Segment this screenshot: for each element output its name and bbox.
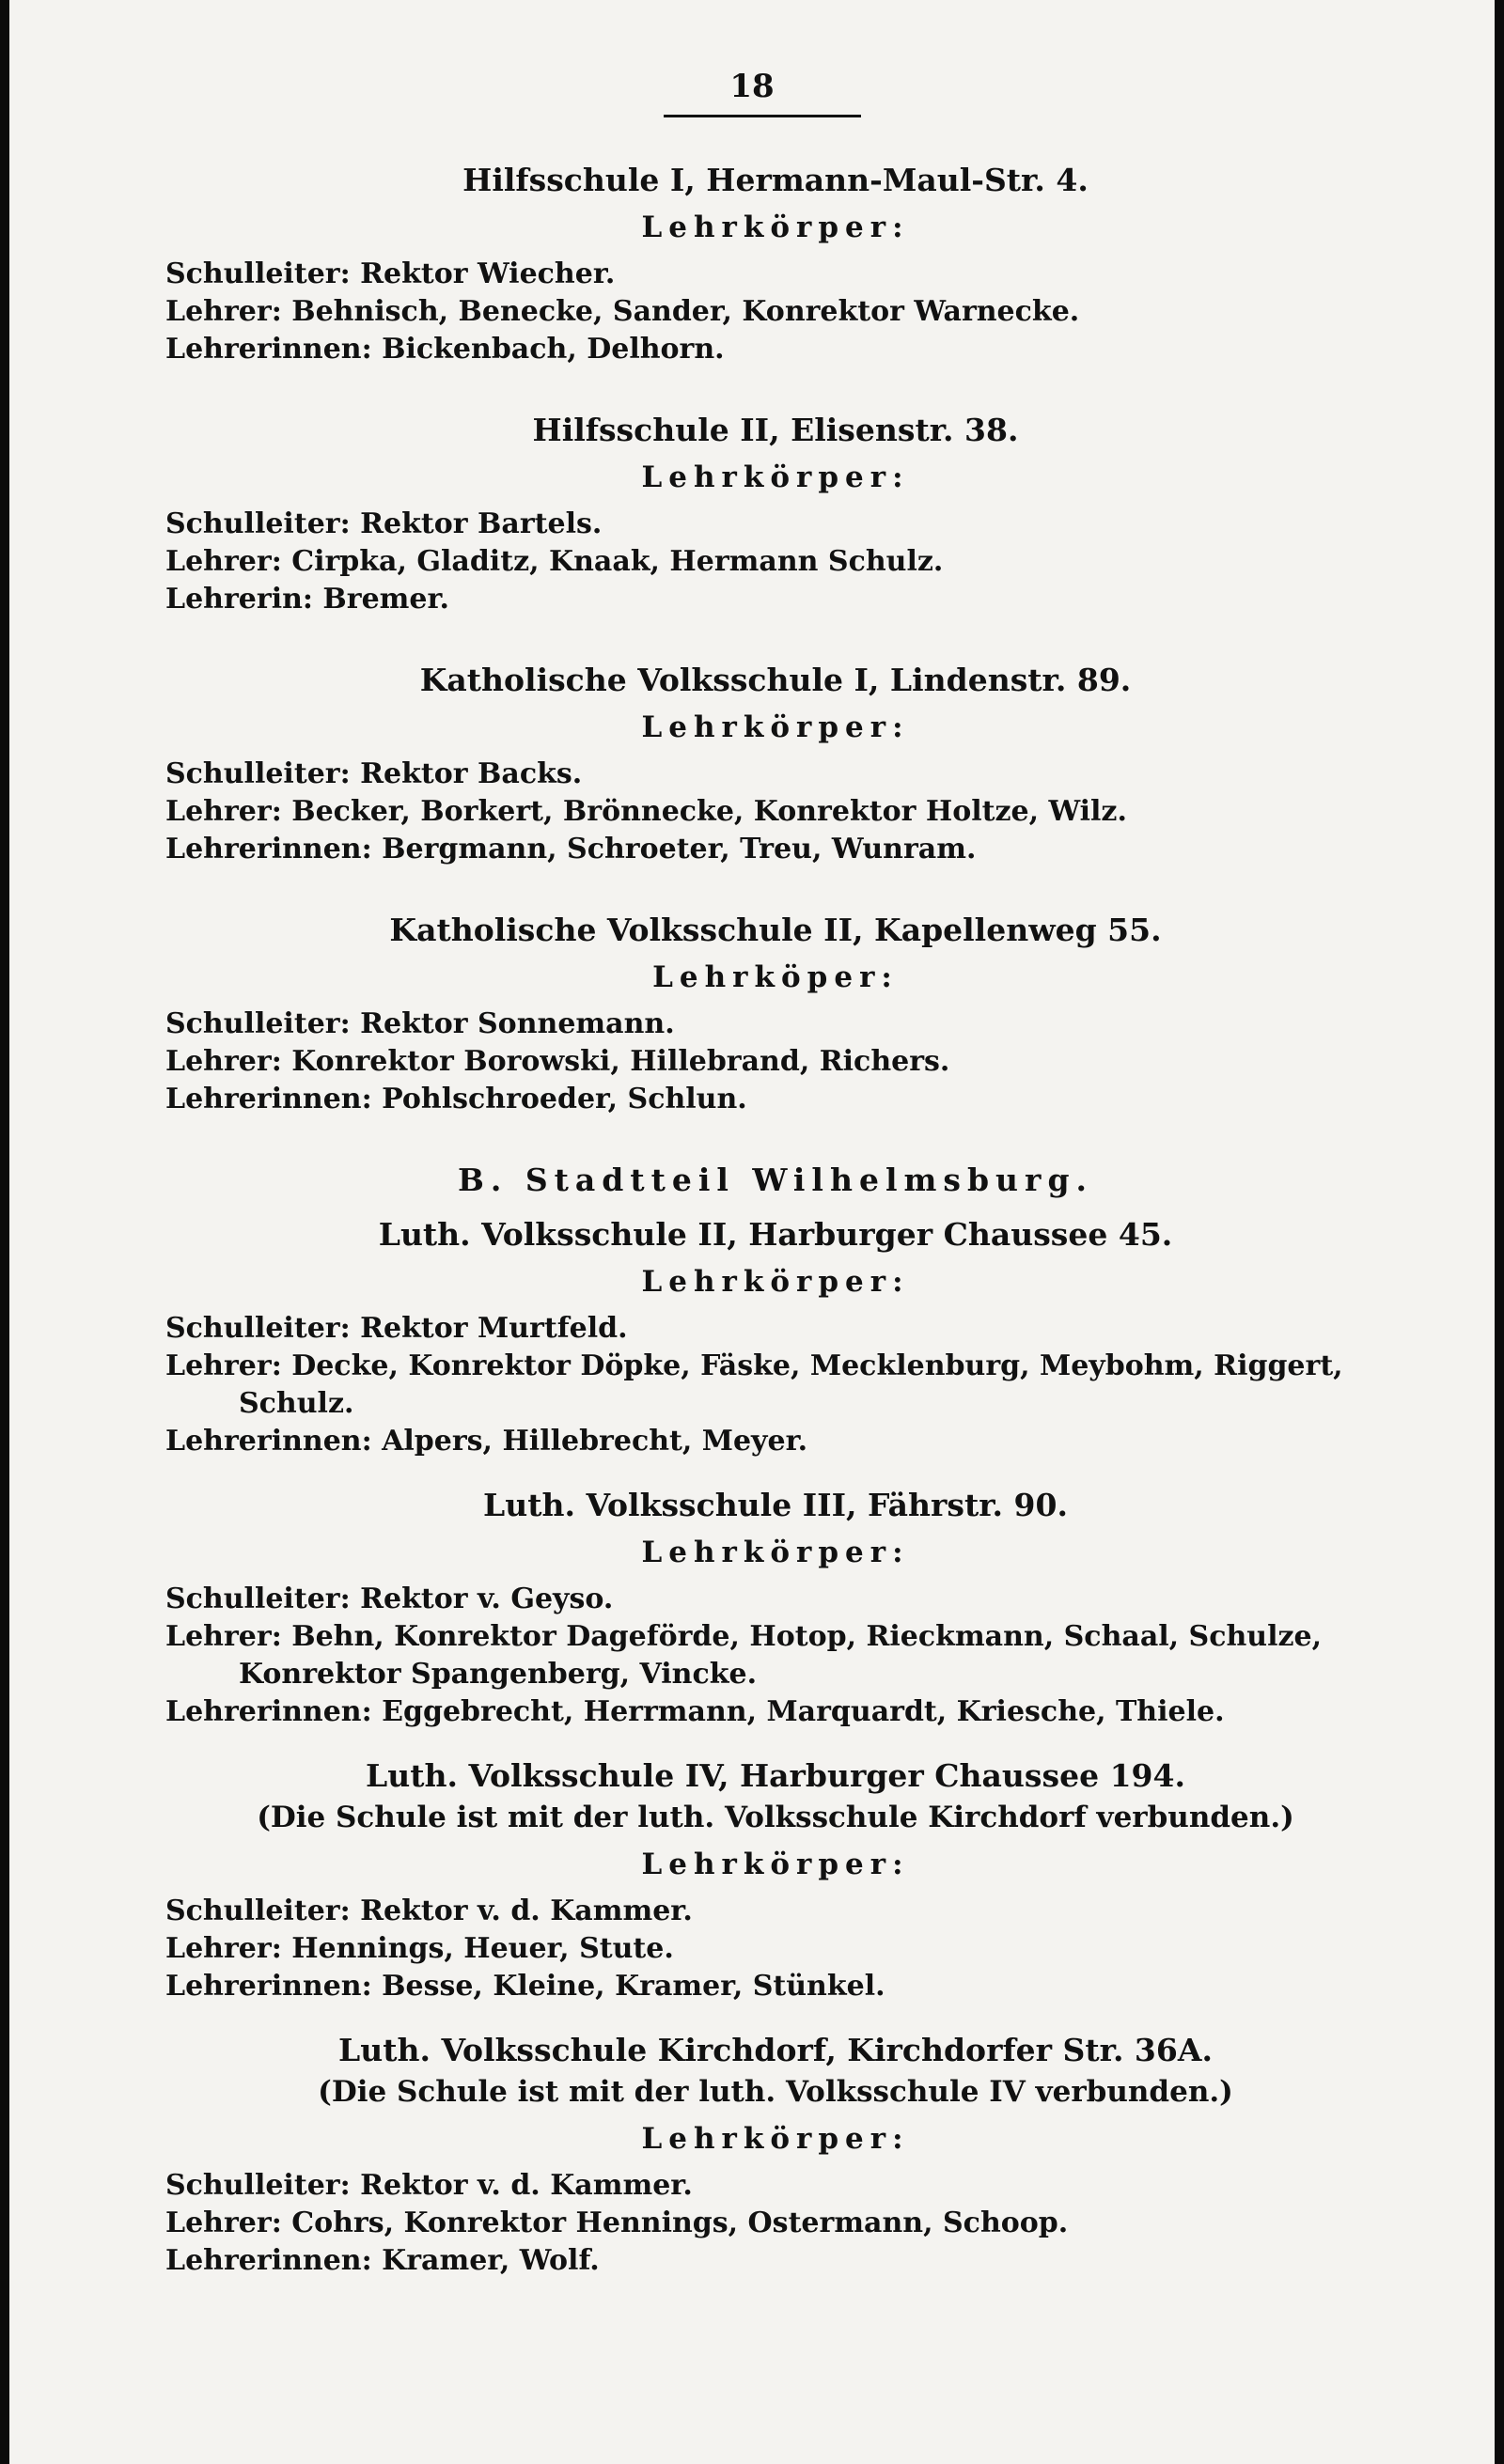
staff-line-continuation: Konrektor Spangenberg, Vincke. [239, 1658, 758, 1691]
school-section-luth-2 [150, 1214, 1401, 1460]
school-title: Luth. Volksschule IV, Harburger Chaussee 194. [366, 1757, 1185, 1794]
staff-line: Lehrer: Cirpka, Gladitz, Knaak, Hermann Schulz. [165, 545, 944, 578]
staff-line: Lehrerinnen: Besse, Kleine, Kramer, Stünkel. [165, 1970, 885, 2003]
school-title: Hilfsschule II, Elisenstr. 38. [532, 412, 1019, 448]
staff-heading: Lehrkörper: [641, 460, 910, 494]
school-title: Katholische Volksschule I, Lindenstr. 89. [419, 662, 1132, 698]
school-section-luth-4 [150, 1755, 1401, 2005]
school-title: Luth. Volksschule Kirchdorf, Kirchdorfer Str. 36A. [338, 2032, 1213, 2068]
staff-heading: Lehrkörper: [641, 1848, 910, 1881]
staff-line-continuation: Schulz. [239, 1387, 354, 1420]
staff-line: Lehrerinnen: Eggebrecht, Herrmann, Marquardt, Kriesche, Thiele. [165, 1695, 1225, 1728]
region-title: B. Stadtteil Wilhelmsburg. [457, 1162, 1094, 1198]
staff-line: Schulleiter: Rektor Backs. [165, 757, 583, 790]
staff-line: Schulleiter: Rektor v. d. Kammer. [165, 2169, 693, 2202]
staff-line: Lehrerinnen: Kramer, Wolf. [165, 2244, 600, 2277]
staff-heading: Lehrkörper: [641, 1536, 910, 1569]
school-section-hilfsschule-2 [150, 410, 1401, 618]
staff-line: Lehrerinnen: Pohlschroeder, Schlun. [165, 1083, 747, 1115]
staff-line: Schulleiter: Rektor Murtfeld. [165, 1312, 628, 1345]
staff-line: Lehrerin: Bremer. [165, 583, 449, 616]
staff-heading: Lehrkörper: [641, 1265, 910, 1299]
staff-line: Lehrerinnen: Alpers, Hillebrecht, Meyer. [165, 1425, 808, 1458]
page-number: 18 [729, 68, 775, 105]
staff-line: Lehrer: Behnisch, Benecke, Sander, Konrektor Warnecke. [165, 295, 1080, 328]
staff-line: Lehrer: Behn, Konrektor Dageförde, Hotop, Rieckmann, Schaal, Schulze, [165, 1620, 1323, 1653]
page-number-rule [664, 115, 861, 117]
staff-line: Lehrer: Becker, Borkert, Brönnecke, Konrektor Holtze, Wilz. [165, 795, 1127, 828]
school-note: (Die Schule ist mit der luth. Volksschule IV verbunden.) [318, 2075, 1233, 2109]
staff-line: Lehrer: Konrektor Borowski, Hillebrand, Richers. [165, 1045, 950, 1078]
school-title: Katholische Volksschule II, Kapellenweg 55. [389, 912, 1162, 948]
school-section-katholische-2 [150, 910, 1401, 1118]
staff-line: Schulleiter: Rektor Sonnemann. [165, 1007, 675, 1040]
school-section-luth-3 [150, 1485, 1401, 1731]
staff-heading: Lehrkörper: [641, 2122, 910, 2156]
staff-heading: Lehrköper: [652, 960, 899, 994]
school-section-katholische-1 [150, 660, 1401, 868]
staff-line: Lehrerinnen: Bergmann, Schroeter, Treu, Wunram. [165, 833, 977, 866]
staff-heading: Lehrkörper: [641, 211, 910, 244]
staff-line: Lehrerinnen: Bickenbach, Delhorn. [165, 333, 725, 366]
school-title: Luth. Volksschule III, Fährstr. 90. [483, 1487, 1068, 1523]
staff-line: Schulleiter: Rektor v. d. Kammer. [165, 1895, 693, 1927]
school-section-luth-kirchdorf [150, 2030, 1401, 2280]
staff-line: Schulleiter: Rektor v. Geyso. [165, 1583, 614, 1615]
page-content [150, 160, 1401, 2304]
staff-line: Lehrer: Hennings, Heuer, Stute. [165, 1932, 674, 1965]
staff-line: Lehrer: Decke, Konrektor Döpke, Fäske, Mecklenburg, Meybohm, Riggert, [165, 1349, 1343, 1382]
school-note: (Die Schule ist mit der luth. Volksschule Kirchdorf verbunden.) [257, 1801, 1294, 1834]
staff-heading: Lehrkörper: [641, 710, 910, 744]
school-title: Hilfsschule I, Hermann-Maul-Str. 4. [462, 162, 1089, 198]
staff-line: Schulleiter: Rektor Bartels. [165, 507, 603, 540]
school-section-hilfsschule-1 [150, 160, 1401, 368]
staff-line: Schulleiter: Rektor Wiecher. [165, 257, 616, 290]
school-title: Luth. Volksschule II, Harburger Chaussee 45. [378, 1216, 1173, 1253]
staff-line: Lehrer: Cohrs, Konrektor Hennings, Ostermann, Schoop. [165, 2207, 1069, 2239]
